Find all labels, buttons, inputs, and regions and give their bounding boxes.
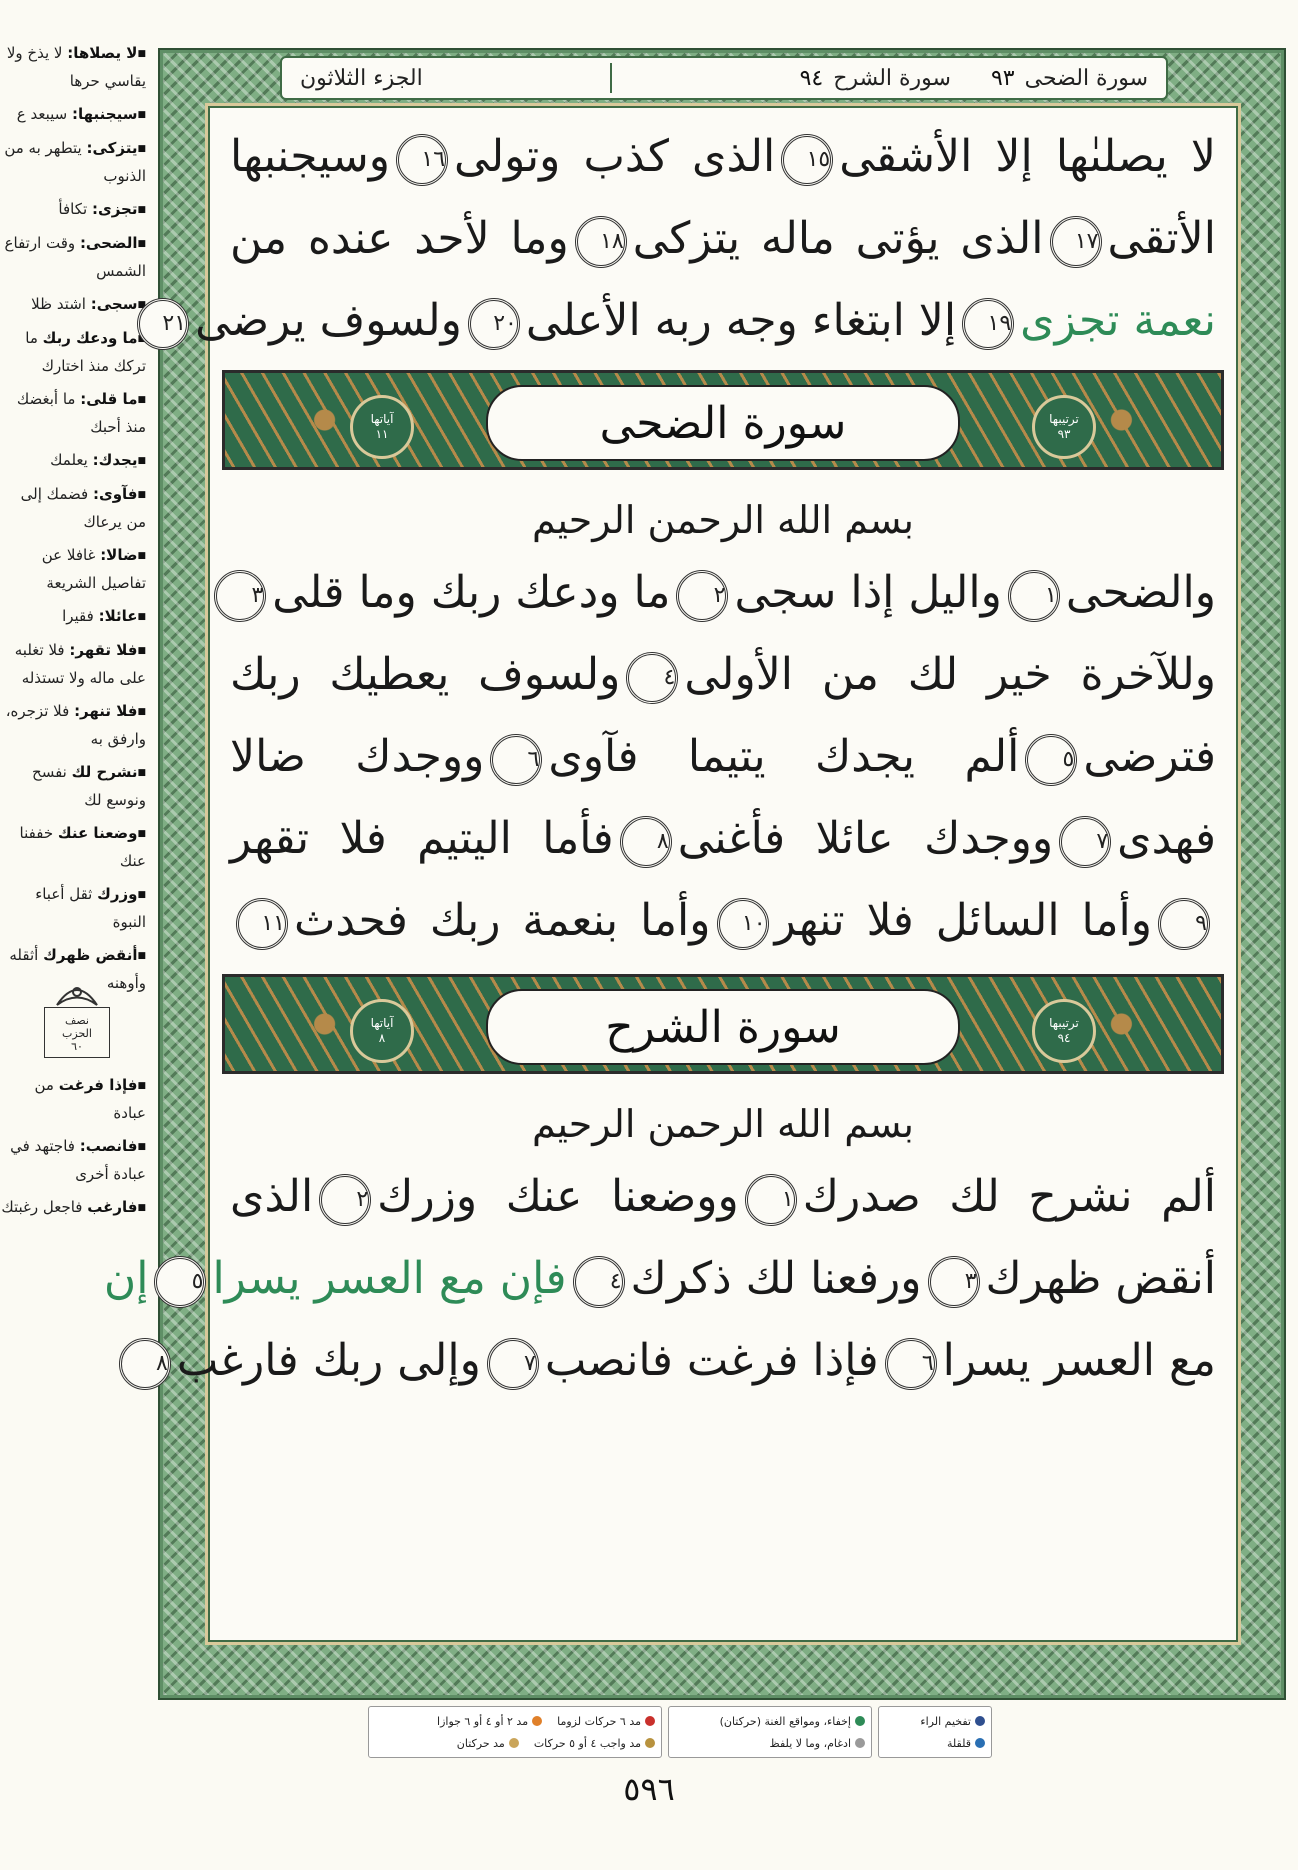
- glossary-word: ■ عائلا:: [99, 607, 146, 625]
- basmala: بسم الله الرحمن الرحيم: [532, 498, 914, 542]
- ayah-text: وأما بنعمة ربك فحدث: [294, 895, 711, 946]
- glossary-column: [0, 40, 150, 1760]
- glossary-definition: فلا تزجره، وارفق به: [5, 702, 146, 748]
- ayah-text: أنقض ظهرك: [985, 1253, 1216, 1304]
- glossary-word: ■ يجدك:: [93, 451, 146, 469]
- ayat-count-medal: آياتها ٨: [350, 999, 414, 1063]
- glossary-entry: [0, 135, 150, 190]
- ayah-text: وما لأحد عنده من: [230, 213, 569, 264]
- glossary-word: ■ ما ودعك ربك: [43, 329, 146, 347]
- ayah-number-marker: ٣: [928, 1256, 980, 1308]
- ayah-number-marker: ١: [1008, 570, 1060, 622]
- ayah-number-marker: ١٥: [781, 134, 833, 186]
- glossary-definition: ما أبغضك منذ أحبك: [16, 390, 146, 436]
- gold-dot: [509, 1738, 519, 1748]
- ayah-line: [230, 554, 1216, 632]
- glossary-word: ■ تجزى:: [92, 200, 146, 218]
- glossary-word: ■ لا يصلاها:: [67, 44, 146, 62]
- ayah-number-marker: ٧: [1059, 816, 1111, 868]
- juz-label: الجزء الثلاثون: [300, 65, 423, 91]
- glossary-entry: [0, 386, 150, 441]
- navy-dot: [975, 1716, 985, 1726]
- glossary-word: ■ وزرك: [97, 885, 146, 903]
- ayah-number-marker: ٨: [119, 1338, 171, 1390]
- ayah-number-marker: ٣: [214, 570, 266, 622]
- ayah-number-marker: ٤: [573, 1256, 625, 1308]
- ayah-line: [230, 800, 1216, 878]
- ayah-text: الذى: [230, 1171, 314, 1222]
- tajweed-legend: [368, 1706, 1068, 1758]
- ayah-line: [230, 200, 1216, 278]
- glossary-definition: أثقله وأوهنه: [9, 946, 146, 992]
- ayah-number-marker: ١١: [236, 898, 288, 950]
- ayah-number-marker: ١٨: [575, 216, 627, 268]
- glossary-definition: يتطهر به من الذنوب: [4, 139, 146, 185]
- legend-madd-box: مد ٦ حركات لزوما مد ٢ أو ٤ أو ٦ جوازا مد واجب ٤ أو ٥ حركات مد حركتان: [368, 1706, 662, 1758]
- glossary-definition: يعلمك: [50, 451, 88, 469]
- ayah-text: ألم يجدك يتيما فآوى: [548, 731, 1020, 782]
- surah-order-medal: ترتيبها ٩٣: [1032, 395, 1096, 459]
- brown-dot: [645, 1738, 655, 1748]
- glossary-definition: تكافأ: [58, 200, 88, 218]
- ayah-text: فهدى: [1117, 813, 1216, 864]
- glossary-definition: فلا تغلبه على ماله ولا تستذله: [14, 641, 146, 687]
- glossary-entry: [0, 542, 150, 597]
- ayat-count-medal: آياتها ١١: [350, 395, 414, 459]
- glossary-entry: [0, 820, 150, 875]
- header-surah-b: سورة الشرح: [833, 65, 951, 91]
- ayah-number-marker: ٥: [1025, 734, 1077, 786]
- ayah-number-marker: ٤: [626, 652, 678, 704]
- ayah-text: وللآخرة خير لك من الأولى: [684, 649, 1216, 700]
- basmala: بسم الله الرحمن الرحيم: [532, 1102, 914, 1146]
- glossary-definition: فقيرا: [62, 607, 94, 625]
- glossary-entry: [0, 637, 150, 692]
- glossary-word: ■ فارغب: [87, 1198, 146, 1216]
- glossary-word: ■ يتزكى:: [87, 139, 147, 157]
- gray-dot: [855, 1738, 865, 1748]
- ayah-text: ووجدك ضالا: [230, 731, 485, 782]
- ayah-text: ووضعنا عنك وزرك: [377, 1171, 739, 1222]
- legend-ghunna-box: إخفاء، ومواقع الغنة (حركتان) ادغام، وما لا يلفظ: [668, 1706, 872, 1758]
- glossary-definition: غافلا عن تفاصيل الشريعة: [41, 546, 146, 592]
- glossary-entry: [0, 603, 150, 631]
- surah-title: سورة الضحى: [486, 385, 960, 461]
- text-area: [103, 106, 1238, 1642]
- blue-dot: [975, 1738, 985, 1748]
- ayah-text: ألم نشرح لك صدرك: [802, 1171, 1216, 1222]
- ayah-text: الأتقى: [1107, 213, 1216, 264]
- ayah-text: وإلى ربك فارغب: [176, 1335, 481, 1386]
- glossary-word: ■ الضحى:: [80, 234, 146, 252]
- glossary-word: ■ سيجنبها:: [72, 105, 146, 123]
- ayah-text: مع العسر يسرا: [942, 1335, 1216, 1386]
- ayah-number-marker: ٢٠: [468, 298, 520, 350]
- page-header: [280, 56, 1168, 100]
- glossary-entry: [0, 447, 150, 475]
- ayah-text: وأما السائل فلا تنهر: [774, 895, 1152, 946]
- ayah-line: [155, 1322, 1216, 1400]
- glossary-entry: [0, 101, 150, 129]
- ayah-text: واليل إذا سجى: [734, 567, 1002, 618]
- glossary-entry: [0, 481, 150, 536]
- ayah-number-marker: ٥: [154, 1256, 206, 1308]
- orange-dot: [532, 1716, 542, 1726]
- glossary-definition: ثقل أعباء النبوة: [35, 885, 146, 931]
- glossary-entry: [0, 698, 150, 753]
- ayah-line: [230, 1158, 1216, 1236]
- ayah-number-marker: ٢١: [137, 298, 189, 350]
- ayah-text: الذى يؤتى ماله يتزكى: [632, 213, 1044, 264]
- ayah-number-marker: ٨: [620, 816, 672, 868]
- header-page-b: ٩٤: [799, 65, 824, 91]
- ayah-text: فإذا فرغت فانصب: [544, 1335, 879, 1386]
- glossary-definition: خففنا عنك: [19, 824, 146, 870]
- ayah-text: إلا ابتغاء وجه ربه الأعلى: [525, 295, 957, 346]
- ayah-text: إن: [103, 1253, 149, 1304]
- glossary-definition: اشتد ظلا: [31, 295, 86, 313]
- glossary-definition: فاجتهد في عبادة أخرى: [10, 1137, 146, 1183]
- ayah-number-marker: ١٠: [717, 898, 769, 950]
- glossary-definition: ما تركك منذ اختارك: [25, 329, 146, 375]
- glossary-entry: [0, 1133, 150, 1188]
- ayah-number-marker: ١٩: [962, 298, 1014, 350]
- surah-banner-duha: [222, 370, 1224, 470]
- glossary-word: ■ فآوى:: [93, 485, 146, 503]
- glossary-word: ■ نشرح لك: [72, 763, 146, 781]
- knot-ornament-icon: [52, 980, 102, 1010]
- glossary-word: ■ وضعنا عنك: [58, 824, 146, 842]
- ayah-text: ولسوف يرضى: [195, 295, 462, 346]
- ayah-number-marker: ٦: [490, 734, 542, 786]
- ayah-text: وسيجنبها: [230, 131, 391, 182]
- glossary-word: ■ فإذا فرغت: [59, 1076, 146, 1094]
- ayah-text: ووجدك عائلا فأغنى: [677, 813, 1054, 864]
- ayah-text: فإن مع العسر يسرا: [212, 1253, 567, 1304]
- glossary-definition: سيبعد ع: [16, 105, 68, 123]
- glossary-word: ■ ما قلى:: [80, 390, 146, 408]
- ayah-number-marker: ١: [745, 1174, 797, 1226]
- ayah-line: [162, 282, 1216, 360]
- surah-banner-sharh: [222, 974, 1224, 1074]
- glossary-entry: [0, 291, 150, 319]
- ayah-text: فأما اليتيم فلا تقهر: [230, 813, 614, 864]
- surah-title: سورة الشرح: [486, 989, 960, 1065]
- ayah-text: لا يصلىٰها إلا الأشقى: [839, 131, 1216, 182]
- ayah-number-marker: ٦: [885, 1338, 937, 1390]
- ayah-line: [103, 1240, 1216, 1318]
- ayah-line: [230, 118, 1216, 196]
- glossary-word: ■ فلا تنهر:: [74, 702, 146, 720]
- ayah-number-marker: ٧: [487, 1338, 539, 1390]
- glossary-entry: [0, 325, 150, 380]
- glossary-entry: [0, 1194, 150, 1222]
- hizb-marker: نصف الحزب ٦٠: [44, 1007, 110, 1058]
- ayah-number-marker: ٢: [676, 570, 728, 622]
- glossary-entry: [0, 230, 150, 285]
- ayah-text: نعمة تجزى: [1020, 295, 1216, 346]
- ayah-line: [230, 718, 1216, 796]
- glossary-word: ■ أنقض ظهرك: [43, 946, 146, 964]
- ayah-text: ورفعنا لك ذكرك: [630, 1253, 922, 1304]
- glossary-entry: [0, 40, 150, 95]
- ayah-line: [230, 882, 1216, 960]
- green-dot: [855, 1716, 865, 1726]
- glossary-definition: نفسح ونوسع لك: [32, 763, 146, 809]
- page-number: ٥٩٦: [623, 1770, 675, 1808]
- glossary-definition: وقت ارتفاع الشمس: [4, 234, 146, 280]
- glossary-definition: فاجعل رغبتك: [1, 1198, 83, 1216]
- page-frame: [103, 48, 1286, 1700]
- header-surahs: [800, 66, 1148, 91]
- ayah-number-marker: ١٧: [1050, 216, 1102, 268]
- header-surah-a: سورة الضحى: [1024, 65, 1148, 91]
- ayah-text: ما ودعك ربك وما قلى: [272, 567, 671, 618]
- glossary-word: ■ فلا تقهر:: [69, 641, 146, 659]
- ayah-text: والضحى: [1065, 567, 1216, 618]
- red-dot: [645, 1716, 655, 1726]
- glossary-definition: من عبادة: [34, 1076, 146, 1122]
- glossary-entry: [0, 759, 150, 814]
- header-page-a: ٩٣: [990, 65, 1015, 91]
- ayah-text: الذى كذب وتولى: [454, 131, 776, 182]
- glossary-entry: [0, 1072, 150, 1127]
- ayah-number-marker: ١٦: [396, 134, 448, 186]
- ayah-text: ولسوف يعطيك ربك: [230, 649, 621, 700]
- ayah-number-marker: ٢: [319, 1174, 371, 1226]
- glossary-definition: لا يذخ ولا يقاسي حرها: [6, 44, 146, 90]
- glossary-word: ■ فانصب:: [80, 1137, 146, 1155]
- ayah-text: فترضى: [1083, 731, 1216, 782]
- legend-tafkhim-box: تفخيم الراء قلقلة: [878, 1706, 992, 1758]
- surah-order-medal: ترتيبها ٩٤: [1032, 999, 1096, 1063]
- glossary-definition: فضمك إلى من يرعاك: [20, 485, 146, 531]
- glossary-word: ■ ضالا:: [100, 546, 146, 564]
- glossary-entry: [0, 196, 150, 224]
- ayah-line: [230, 636, 1216, 714]
- glossary-word: ■ سجى:: [91, 295, 146, 313]
- ayah-number-marker: ٩: [1158, 898, 1210, 950]
- glossary-entry: [0, 881, 150, 936]
